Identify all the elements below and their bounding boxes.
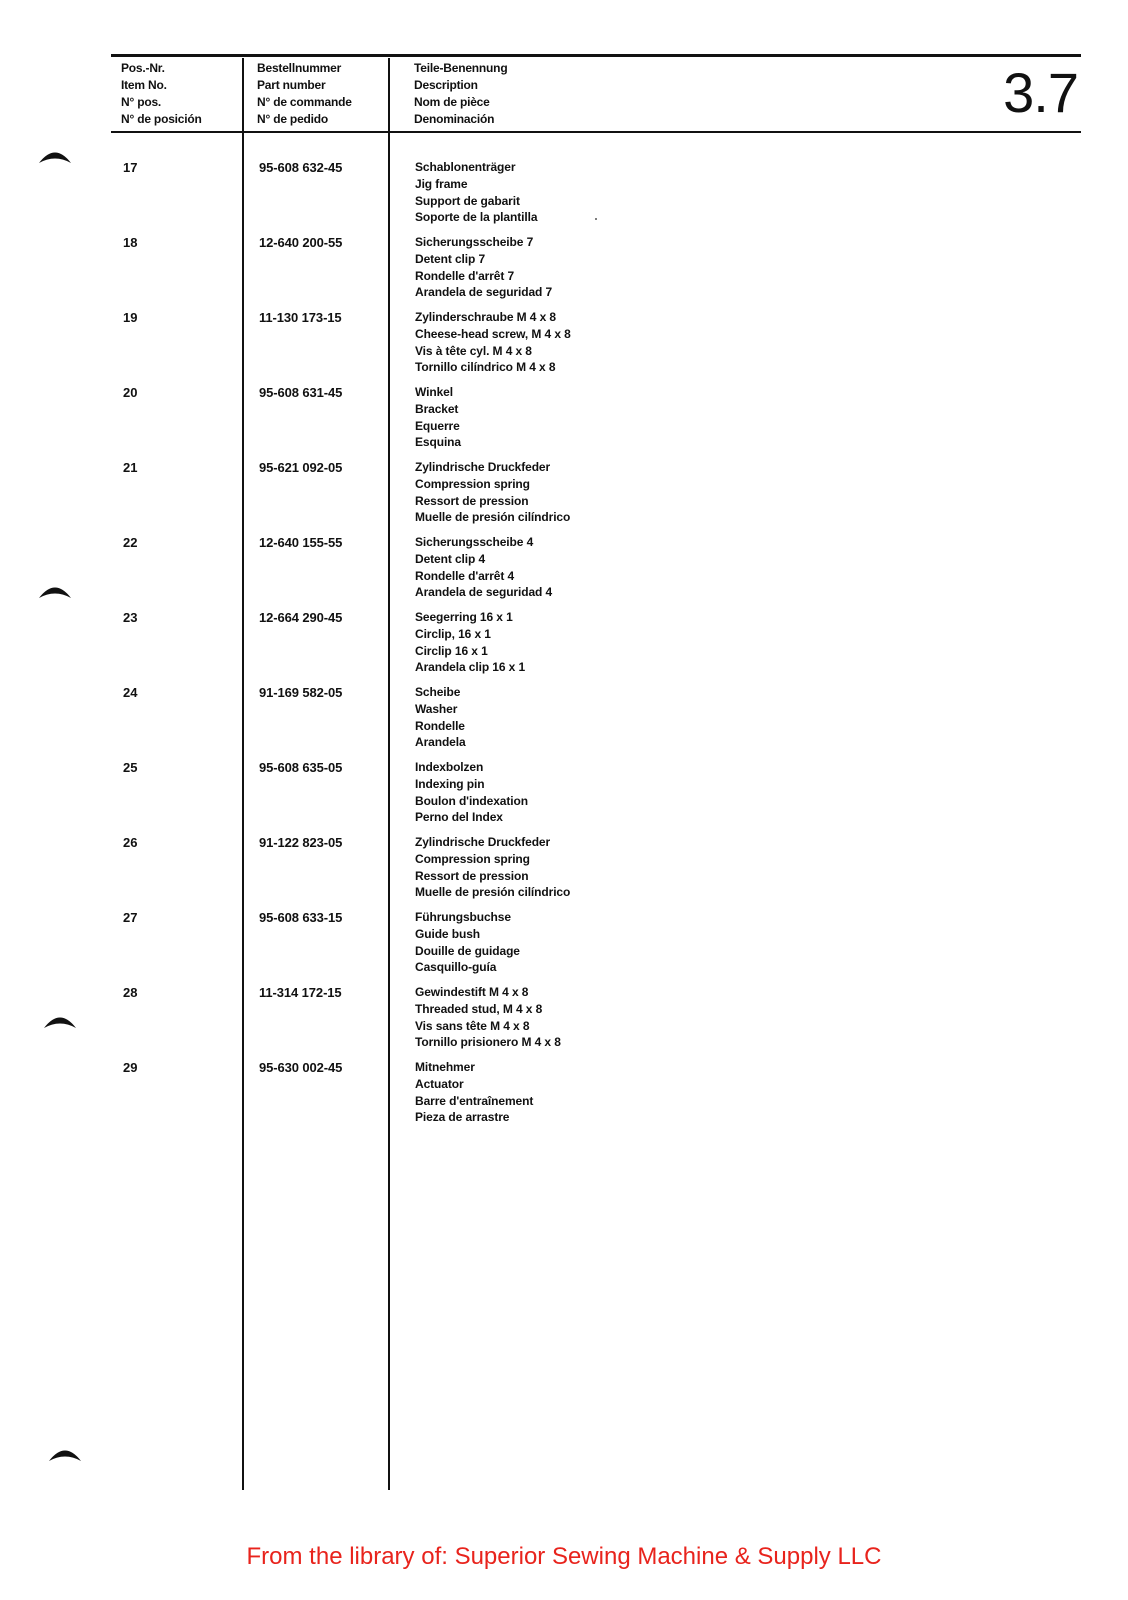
part-number: 12-640 155-55	[259, 535, 343, 550]
library-footer: From the library of: Superior Sewing Machine & Supply LLC	[246, 1543, 882, 1570]
description-line: Arandela de seguridad 7	[415, 285, 553, 300]
part-number: 11-130 173-15	[259, 310, 342, 325]
top-rule	[111, 54, 1081, 57]
part-description	[415, 384, 461, 451]
item-number: 27	[123, 910, 138, 925]
header-rule	[111, 131, 1081, 133]
description-line: Cheese-head screw, M 4 x 8	[415, 326, 571, 341]
part-description	[415, 159, 537, 226]
part-number: 95-630 002-45	[259, 1060, 343, 1075]
header-label: Bestellnummer	[257, 61, 342, 75]
part-description	[415, 234, 552, 301]
description-line: Rondelle d'arrêt 4	[415, 568, 515, 583]
part-number: 12-664 290-45	[259, 610, 343, 625]
table-row	[0, 909, 1128, 984]
description-line: Boulon d'indexation	[415, 793, 528, 808]
description-line: Winkel	[415, 385, 453, 399]
part-number: 11-314 172-15	[259, 985, 342, 1000]
header-item-number	[121, 60, 202, 128]
header-part-number	[257, 60, 352, 128]
description-line: Muelle de presión cilíndrico	[415, 510, 571, 525]
header-label: Pos.-Nr.	[121, 61, 165, 75]
item-number: 29	[123, 1060, 138, 1075]
description-line: Detent clip 7	[415, 251, 486, 266]
item-number: 23	[123, 610, 138, 625]
description-line: Zylindrische Druckfeder	[415, 460, 551, 474]
item-number: 17	[123, 160, 138, 175]
part-number: 91-169 582-05	[259, 685, 343, 700]
description-line: Soporte de la plantilla	[415, 210, 538, 225]
header-label: Teile-Benennung	[414, 61, 508, 75]
description-line: Vis à tête cyl. M 4 x 8	[415, 343, 532, 358]
description-line: Perno del Index	[415, 810, 503, 825]
header-label: N° de pedido	[257, 112, 329, 126]
description-line: Führungsbuchse	[415, 910, 511, 924]
description-line: Seegerring 16 x 1	[415, 610, 513, 624]
description-line: Tornillo prisionero M 4 x 8	[415, 1035, 561, 1050]
part-description	[415, 609, 525, 676]
parts-table	[0, 159, 1128, 1134]
part-number: 95-608 635-05	[259, 760, 343, 775]
binder-hole-mark-icon	[38, 148, 72, 165]
description-line: Rondelle d'arrêt 7	[415, 268, 515, 283]
description-line: Muelle de presión cilíndrico	[415, 885, 571, 900]
description-line: Ressort de pression	[415, 493, 529, 508]
header-label: N° de posición	[121, 112, 202, 126]
description-line: Sicherungsscheibe 4	[415, 535, 534, 549]
description-line: Ressort de pression	[415, 868, 529, 883]
part-description	[415, 534, 552, 601]
part-description	[415, 759, 528, 826]
section-number: 3.7	[1003, 61, 1078, 124]
table-row	[0, 609, 1128, 684]
part-number: 95-621 092-05	[259, 460, 343, 475]
part-description	[415, 1059, 533, 1126]
description-line: Gewindestift M 4 x 8	[415, 985, 529, 999]
description-line: Circlip 16 x 1	[415, 643, 488, 658]
table-row	[0, 759, 1128, 834]
item-number: 19	[123, 310, 138, 325]
part-number: 95-608 632-45	[259, 160, 343, 175]
description-line: Zylinderschraube M 4 x 8	[415, 310, 556, 324]
header-description	[414, 60, 507, 128]
description-line: Esquina	[415, 435, 461, 450]
item-number: 22	[123, 535, 138, 550]
header-label: Denominación	[414, 112, 495, 126]
table-row	[0, 309, 1128, 384]
item-number: 28	[123, 985, 138, 1000]
header-label: Item No.	[121, 78, 167, 92]
description-line: Arandela clip 16 x 1	[415, 660, 526, 675]
item-number: 18	[123, 235, 138, 250]
description-line: Threaded stud, M 4 x 8	[415, 1001, 543, 1016]
description-line: Detent clip 4	[415, 551, 486, 566]
table-row	[0, 534, 1128, 609]
item-number: 26	[123, 835, 138, 850]
header-label: Part number	[257, 78, 326, 92]
part-description	[415, 834, 570, 901]
table-row	[0, 1059, 1128, 1134]
scan-speck	[595, 218, 597, 220]
part-number: 95-608 633-15	[259, 910, 343, 925]
item-number: 21	[123, 460, 138, 475]
description-line: Equerre	[415, 418, 460, 433]
description-line: Mitnehmer	[415, 1060, 475, 1074]
description-line: Guide bush	[415, 926, 481, 941]
description-line: Tornillo cilíndrico M 4 x 8	[415, 360, 556, 375]
description-line: Compression spring	[415, 851, 530, 866]
description-line: Bracket	[415, 401, 459, 416]
header-label: N° de commande	[257, 95, 352, 109]
item-number: 25	[123, 760, 138, 775]
part-description	[415, 909, 520, 976]
table-row	[0, 684, 1128, 759]
header-label: Nom de pièce	[414, 95, 490, 109]
binder-hole-mark-icon	[38, 583, 72, 600]
description-line: Support de gabarit	[415, 193, 520, 208]
table-row	[0, 384, 1128, 459]
description-line: Rondelle	[415, 718, 465, 733]
header-label: Description	[414, 78, 478, 92]
description-line: Vis sans tête M 4 x 8	[415, 1018, 530, 1033]
description-line: Barre d'entraînement	[415, 1093, 534, 1108]
description-line: Arandela	[415, 735, 466, 750]
part-number: 95-608 631-45	[259, 385, 343, 400]
description-line: Circlip, 16 x 1	[415, 626, 491, 641]
table-row	[0, 159, 1128, 234]
description-line: Sicherungsscheibe 7	[415, 235, 534, 249]
part-number: 12-640 200-55	[259, 235, 343, 250]
item-number: 20	[123, 385, 138, 400]
description-line: Compression spring	[415, 476, 530, 491]
table-row	[0, 234, 1128, 309]
part-number: 91-122 823-05	[259, 835, 343, 850]
description-line: Arandela de seguridad 4	[415, 585, 553, 600]
description-line: Washer	[415, 701, 458, 716]
table-row	[0, 834, 1128, 909]
part-description	[415, 309, 571, 376]
description-line: Scheibe	[415, 685, 461, 699]
part-description	[415, 984, 561, 1051]
description-line: Indexbolzen	[415, 760, 484, 774]
description-line: Indexing pin	[415, 776, 485, 791]
part-description	[415, 684, 466, 751]
header-label: N° pos.	[121, 95, 162, 109]
item-number: 24	[123, 685, 138, 700]
table-row	[0, 459, 1128, 534]
description-line: Casquillo-guía	[415, 960, 497, 975]
binder-hole-mark-icon	[48, 1446, 82, 1463]
description-line: Actuator	[415, 1076, 464, 1091]
description-line: Douille de guidage	[415, 943, 520, 958]
description-line: Jig frame	[415, 176, 468, 191]
binder-hole-mark-icon	[43, 1013, 77, 1030]
description-line: Pieza de arrastre	[415, 1110, 510, 1125]
table-row	[0, 984, 1128, 1059]
description-line: Schablonenträger	[415, 160, 516, 174]
part-description	[415, 459, 570, 526]
description-line: Zylindrische Druckfeder	[415, 835, 551, 849]
